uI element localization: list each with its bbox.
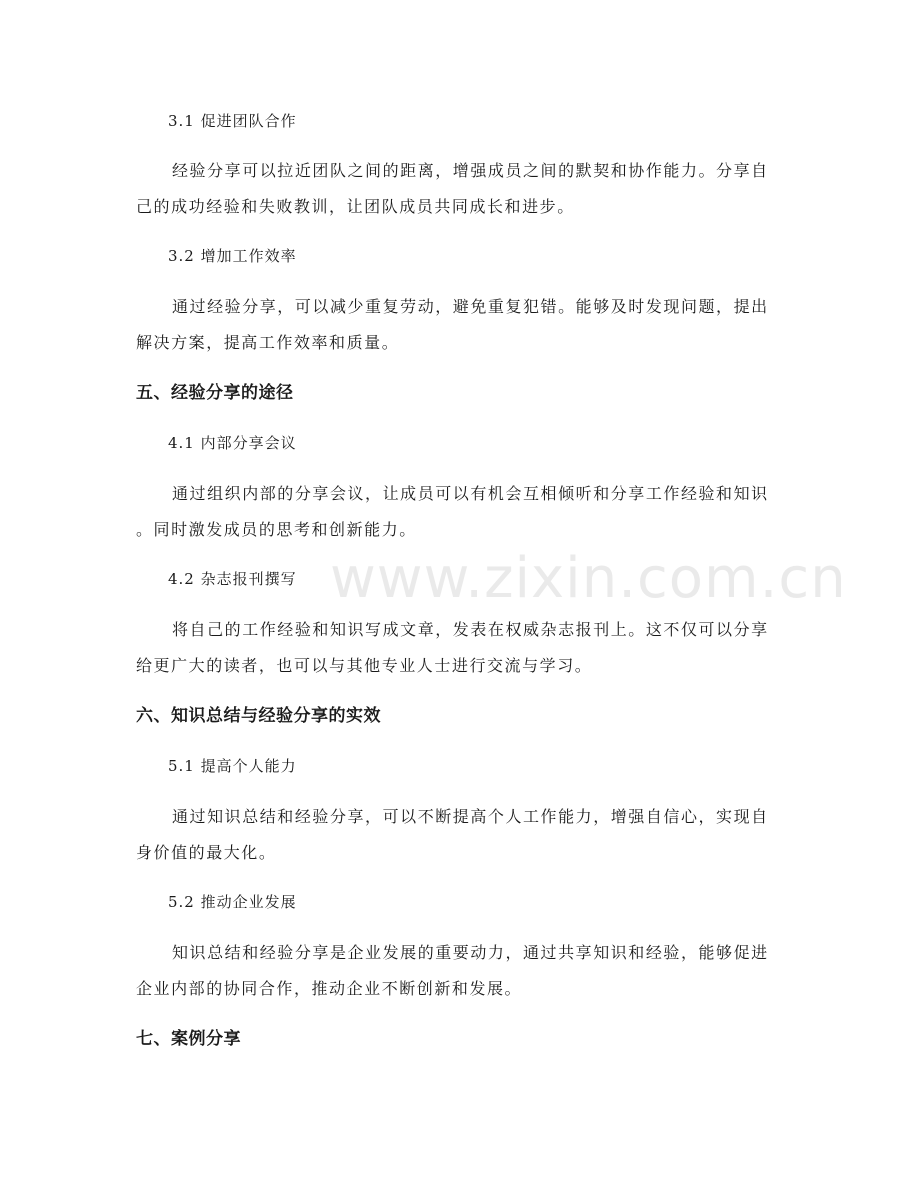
subheading-4-2: 4.2 杂志报刊撰写 [168, 570, 297, 588]
paragraph-line: 通过经验分享，可以减少重复劳动，避免重复犯错。能够及时发现问题，提出 [172, 297, 769, 316]
paragraph-line: 将自己的工作经验和知识写成文章，发表在权威杂志报刊上。这不仅可以分享 [172, 620, 769, 639]
paragraph-line: 经验分享可以拉近团队之间的距离，增强成员之间的默契和协作能力。分享自 [172, 161, 769, 180]
paragraph-line: 企业内部的协同合作，推动企业不断创新和发展。 [136, 979, 523, 998]
watermark-text: www.zixin.com.cn [330, 546, 847, 611]
paragraph-3-2 [136, 289, 769, 361]
section-heading-6: 六、知识总结与经验分享的实效 [136, 706, 381, 726]
paragraph-line: 。同时激发成员的思考和创新能力。 [136, 520, 417, 539]
subheading-4-1: 4.1 内部分享会议 [168, 434, 297, 452]
paragraph-line: 给更广大的读者，也可以与其他专业人士进行交流与学习。 [136, 656, 593, 675]
paragraph-line: 己的成功经验和失败教训，让团队成员共同成长和进步。 [136, 197, 575, 216]
subheading-5-1: 5.1 提高个人能力 [168, 757, 297, 775]
subheading-3-1: 3.1 促进团队合作 [168, 112, 297, 130]
paragraph-3-1 [136, 153, 769, 225]
paragraph-5-2 [136, 935, 769, 1007]
subheading-5-2: 5.2 推动企业发展 [168, 893, 297, 911]
paragraph-line: 身价值的最大化。 [136, 843, 277, 862]
paragraph-line: 通过组织内部的分享会议，让成员可以有机会互相倾听和分享工作经验和知识 [172, 484, 769, 503]
paragraph-line: 解决方案，提高工作效率和质量。 [136, 333, 400, 352]
paragraph-line: 通过知识总结和经验分享，可以不断提高个人工作能力，增强自信心，实现自 [172, 807, 769, 826]
subheading-3-2: 3.2 增加工作效率 [168, 247, 297, 265]
paragraph-5-1 [136, 799, 769, 871]
paragraph-4-2 [136, 612, 769, 684]
paragraph-line: 知识总结和经验分享是企业发展的重要动力，通过共享知识和经验，能够促进 [172, 943, 769, 962]
section-heading-7: 七、案例分享 [136, 1029, 241, 1049]
paragraph-4-1 [136, 476, 769, 548]
section-heading-5: 五、经验分享的途径 [136, 383, 294, 403]
